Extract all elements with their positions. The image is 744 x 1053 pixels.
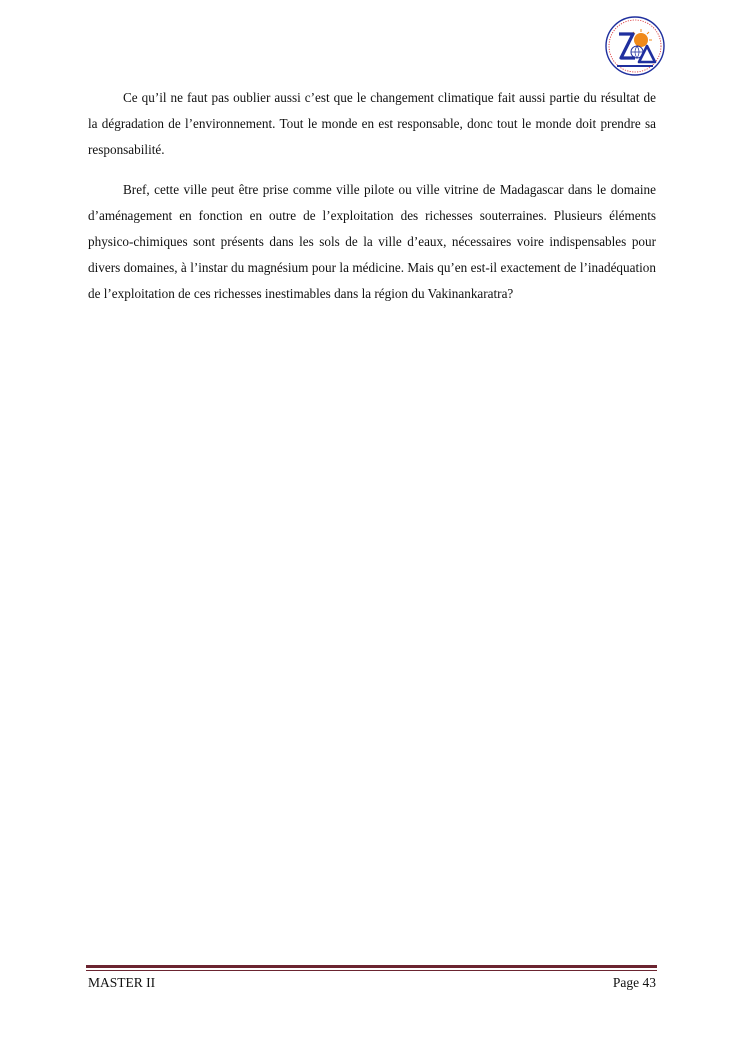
footer-left-text: MASTER II [88, 975, 156, 990]
university-crest-icon [603, 14, 667, 78]
body-text [88, 85, 656, 307]
page-number: Page 43 [612, 975, 656, 990]
footer-divider [86, 965, 657, 968]
paragraph: Ce qu’il ne faut pas oublier aussi c’est que le changement climatique fait aussi partie du résultat de la dégradation de l’environnement. Tout le monde en est responsable, donc tout le monde doit prendre sa responsabilité. [88, 90, 656, 157]
footer-divider-thin [86, 970, 657, 971]
paragraph: Bref, cette ville peut être prise comme ville pilote ou ville vitrine de Madagascar dans le domaine d’aménagement en fonction en outre de l’exploitation des richesses souterraines. Plusieurs éléments physico-chimiques sont présents dans les sols de la ville d’eaux, nécessaires voire indispensables pour divers domaines, à l’instar du magnésium pour la médicine. Mais qu’en est-il exactement de l’inadéquation de l’exploitation de ces richesses inestimables dans la région du Vakinankaratra? [88, 182, 656, 301]
